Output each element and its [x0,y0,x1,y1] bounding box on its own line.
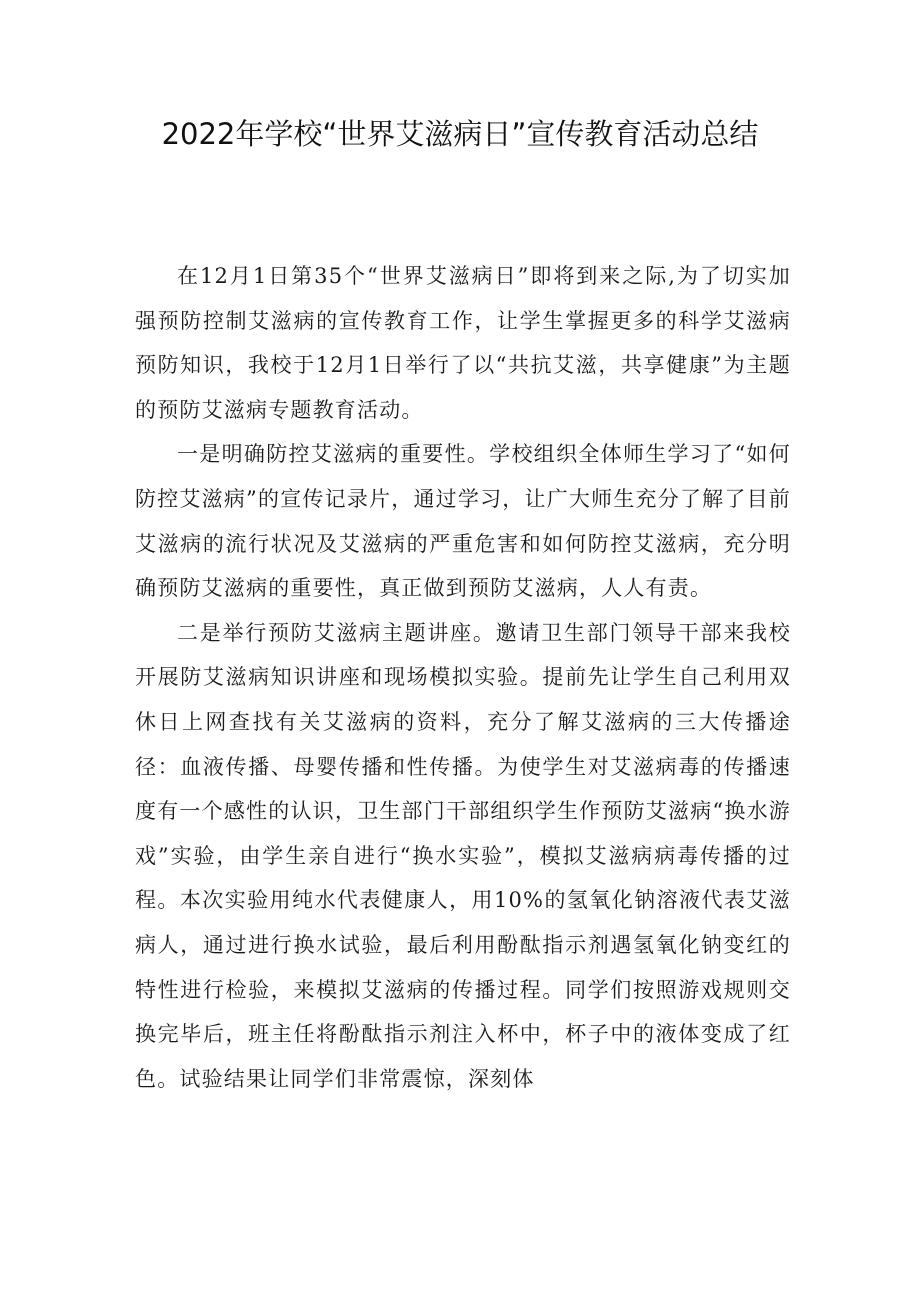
paragraph-point-two: 二是举行预防艾滋病主题讲座。邀请卫生部门领导干部来我校开展防艾滋病知识讲座和现场模拟实验。提前先让学生自己利用双休日上网查找有关艾滋病的资料，充分了解艾滋病的三大传播途径：血液传播、母婴传播和性传播。为使学生对艾滋病毒的传播速度有一个感性的认识，卫生部门干部组织学生作预防艾滋病“换水游戏”实验，由学生亲自进行“换水实验”，模拟艾滋病病毒传播的过程。本次实验用纯水代表健康人，用10%的氢氧化钠溶液代表艾滋病人，通过进行换水试验，最后利用酚酞指示剂遇氢氧化钠变红的特性进行检验，来模拟艾滋病的传播过程。同学们按照游戏规则交换完毕后，班主任将酚酞指示剂注入杯中，杯子中的液体变成了红色。试验结果让同学们非常震惊，深刻体 [135,620,791,1091]
paragraph-intro: 在12月1日第35个“世界艾滋病日”即将到来之际,为了切实加强预防控制艾滋病的宣传教育工作，让学生掌握更多的科学艾滋病预防知识，我校于12月1日举行了以“共抗艾滋，共享健康”为主题的预防艾滋病专题教育活动。 [135,264,791,422]
document-body [135,254,791,1101]
paragraph-point-one: 一是明确防控艾滋病的重要性。学校组织全体师生学习了“如何防控艾滋病”的宣传记录片，通过学习，让广大师生充分了解了目前艾滋病的流行状况及艾滋病的严重危害和如何防控艾滋病，充分明确预防艾滋病的重要性，真正做到预防艾滋病，人人有责。 [135,442,791,601]
document-title: 2022年学校“世界艾滋病日”宣传教育活动总结 [161,117,759,151]
